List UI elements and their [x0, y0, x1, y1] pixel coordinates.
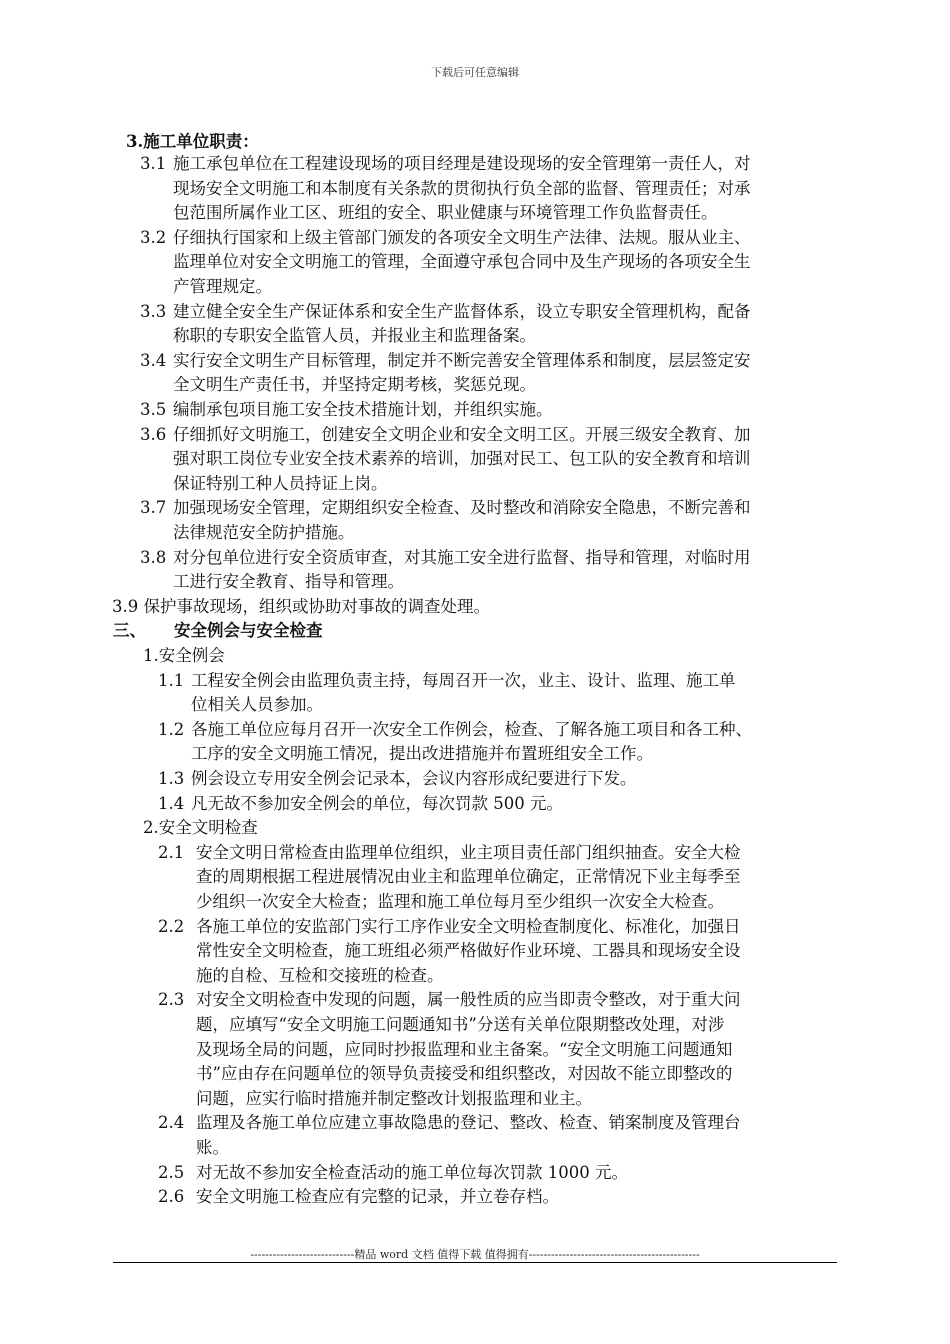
- subsection-1-title: 1.安全例会: [143, 646, 225, 665]
- item-number: 2.6: [158, 1187, 185, 1207]
- item-text-line: 全文明生产责任书，并坚持定期考核，奖惩兑现。: [173, 375, 536, 395]
- item-number: 3.6: [140, 424, 167, 444]
- item-number: 3.3: [140, 301, 167, 321]
- list-item: [158, 718, 858, 767]
- item-text-line: 对无故不参加安全检查活动的施工单位每次罚款 1000 元。: [196, 1162, 628, 1182]
- part-3-heading: [113, 619, 323, 644]
- item-text-line: 位相关人员参加。: [191, 695, 323, 715]
- item-number: 2.2: [158, 916, 185, 936]
- item-text-line: 例会设立专用安全例会记录本，会议内容形成纪要进行下发。: [191, 768, 637, 788]
- item-text-line: 施工承包单位在工程建设现场的项目经理是建设现场的安全管理第一责任人，对: [173, 154, 751, 173]
- item-text-line: 工序的安全文明施工情况，提出改进措施并布置班组安全工作。: [191, 744, 653, 764]
- item-number: 2.4: [158, 1113, 185, 1133]
- item-number: 3.2: [140, 227, 167, 247]
- item-text-line: 凡无故不参加安全例会的单位，每次罚款 500 元。: [191, 793, 563, 813]
- list-item: [158, 841, 858, 915]
- subsection-2-title: 2.安全文明检查: [143, 818, 258, 838]
- item-text-line: 现场安全文明施工和本制度有关条款的贯彻执行负全部的监督、管理责任；对承: [173, 178, 751, 198]
- item-text-line: 保证特别工种人员持证上岗。: [173, 473, 388, 493]
- item-number: 3.4: [140, 350, 167, 370]
- item-text-line: 查的周期根据工程进展情况由业主和监理单位确定，正常情况下业主每季至: [196, 867, 741, 887]
- list-item: [158, 767, 858, 792]
- list-item: [158, 1185, 858, 1210]
- item-text-line: 题，应填写“安全文明施工问题通知书”分送有关单位限期整改处理，对涉: [196, 1014, 725, 1034]
- item-text-line: 各施工单位的安监部门实行工序作业安全文明检查制度化、标准化，加强日: [196, 916, 741, 936]
- item-text-line: 安全文明日常检查由监理单位组织，业主项目责任部门组织抽查。安全大检: [196, 842, 741, 862]
- item-number: 3.5: [140, 399, 167, 419]
- item-number: 1.1: [158, 670, 185, 690]
- list-item: [140, 152, 860, 226]
- item-number: 3.1: [140, 154, 167, 173]
- item-text-line: 及现场全局的问题，应同时抄报监理和业主备案。“安全文明施工问题通知: [196, 1039, 733, 1059]
- item-text-line: 安全文明施工检查应有完整的记录，并立卷存档。: [196, 1187, 559, 1207]
- item-text-line: 问题，应实行临时措施并制定整改计划报监理和业主。: [196, 1088, 592, 1108]
- item-text-line: 实行安全文明生产目标管理，制定并不断完善安全管理体系和制度，层层签定安: [173, 350, 751, 370]
- section-3-list: [140, 152, 860, 595]
- item-text-line: 仔细抓好文明施工，创建安全文明企业和安全文明工区。开展三级安全教育、加: [173, 424, 751, 444]
- list-item: [140, 398, 860, 423]
- list-item: [140, 349, 860, 398]
- item-number: 2.5: [158, 1162, 185, 1182]
- item-number: 1.2: [158, 719, 185, 739]
- item-text-line: 施的自检、互检和交接班的检查。: [196, 965, 444, 985]
- item-text-line: 加强现场安全管理，定期组织安全检查、及时整改和消除安全隐患，不断完善和: [173, 498, 751, 518]
- item-text-line: 监理单位对安全文明施工的管理，全面遵守承包合同中及生产现场的各项安全生: [173, 252, 751, 272]
- item-text-line: 法律规范安全防护措施。: [173, 522, 355, 542]
- part-3-title: 安全例会与安全检查: [174, 621, 323, 641]
- item-text-line: 工进行安全教育、指导和管理。: [173, 572, 404, 592]
- list-item: [158, 792, 858, 817]
- item-text-line: 强对职工岗位专业安全技术素养的培训，加强对民工、包工队的安全教育和培训: [173, 449, 751, 469]
- list-item: [158, 669, 858, 718]
- list-item: [140, 423, 860, 497]
- item-text-line: 常性安全文明检查，施工班组必须严格做好作业环境、工器具和现场安全设: [196, 941, 741, 961]
- list-item: [140, 546, 860, 595]
- item-number: 2.1: [158, 842, 185, 862]
- part-3-number: 三、: [113, 621, 146, 641]
- item-text-line: 仔细执行国家和上级主管部门颁发的各项安全文明生产法律、法规。服从业主、: [173, 227, 751, 247]
- section-3-title: 3.施工单位职责：: [126, 132, 259, 151]
- item-number: 3.7: [140, 498, 167, 518]
- item-text-line: 建立健全安全生产保证体系和安全生产监督体系，设立专职安全管理机构，配备: [173, 301, 751, 321]
- footer-text: ----------------------------精品 word 文档 值得下载 值得拥有----------------------------------------------: [250, 1248, 700, 1261]
- list-item: [158, 988, 858, 1111]
- page-header: 下载后可任意编辑: [431, 66, 519, 79]
- item-text-line: 账。: [196, 1137, 229, 1157]
- list-item: [140, 300, 860, 349]
- item-text-line: 对安全文明检查中发现的问题，属一般性质的应当即责令整改，对于重大问: [196, 990, 741, 1010]
- item-text-line: 各施工单位应每月召开一次安全工作例会，检查、了解各施工项目和各工种、: [191, 719, 752, 739]
- item-text-line: 对分包单位进行安全资质审查，对其施工安全进行监督、指导和管理，对临时用: [173, 547, 751, 567]
- subsection-1-list: [158, 669, 858, 817]
- item-text-line: 书”应由存在问题单位的领导负责接受和组织整改，对因故不能立即整改的: [196, 1064, 733, 1084]
- item-number: 3.8: [140, 547, 167, 567]
- list-item: [140, 226, 860, 300]
- footer-rule: [113, 1262, 837, 1263]
- list-item: [158, 915, 858, 989]
- list-item: [158, 1111, 858, 1160]
- item-3-9: 3.9 保护事故现场，组织或协助对事故的调查处理。: [112, 596, 490, 616]
- item-number: 2.3: [158, 990, 185, 1010]
- item-text-line: 工程安全例会由监理负责主持，每周召开一次，业主、设计、监理、施工单: [191, 670, 736, 690]
- item-text-line: 称职的专职安全监管人员，并报业主和监理备案。: [173, 326, 536, 346]
- item-text-line: 少组织一次安全大检查；监理和施工单位每月至少组织一次安全大检查。: [196, 891, 724, 911]
- item-number: 1.4: [158, 793, 185, 813]
- subsection-2-list: [158, 841, 858, 1210]
- item-text-line: 编制承包项目施工安全技术措施计划，并组织实施。: [173, 399, 553, 419]
- item-text-line: 监理及各施工单位应建立事故隐患的登记、整改、检查、销案制度及管理台: [196, 1113, 741, 1133]
- item-text-line: 包范围所属作业工区、班组的安全、职业健康与环境管理工作负监督责任。: [173, 203, 718, 223]
- item-text-line: 产管理规定。: [173, 276, 272, 296]
- item-number: 1.3: [158, 768, 185, 788]
- list-item: [158, 1161, 858, 1186]
- list-item: [140, 496, 860, 545]
